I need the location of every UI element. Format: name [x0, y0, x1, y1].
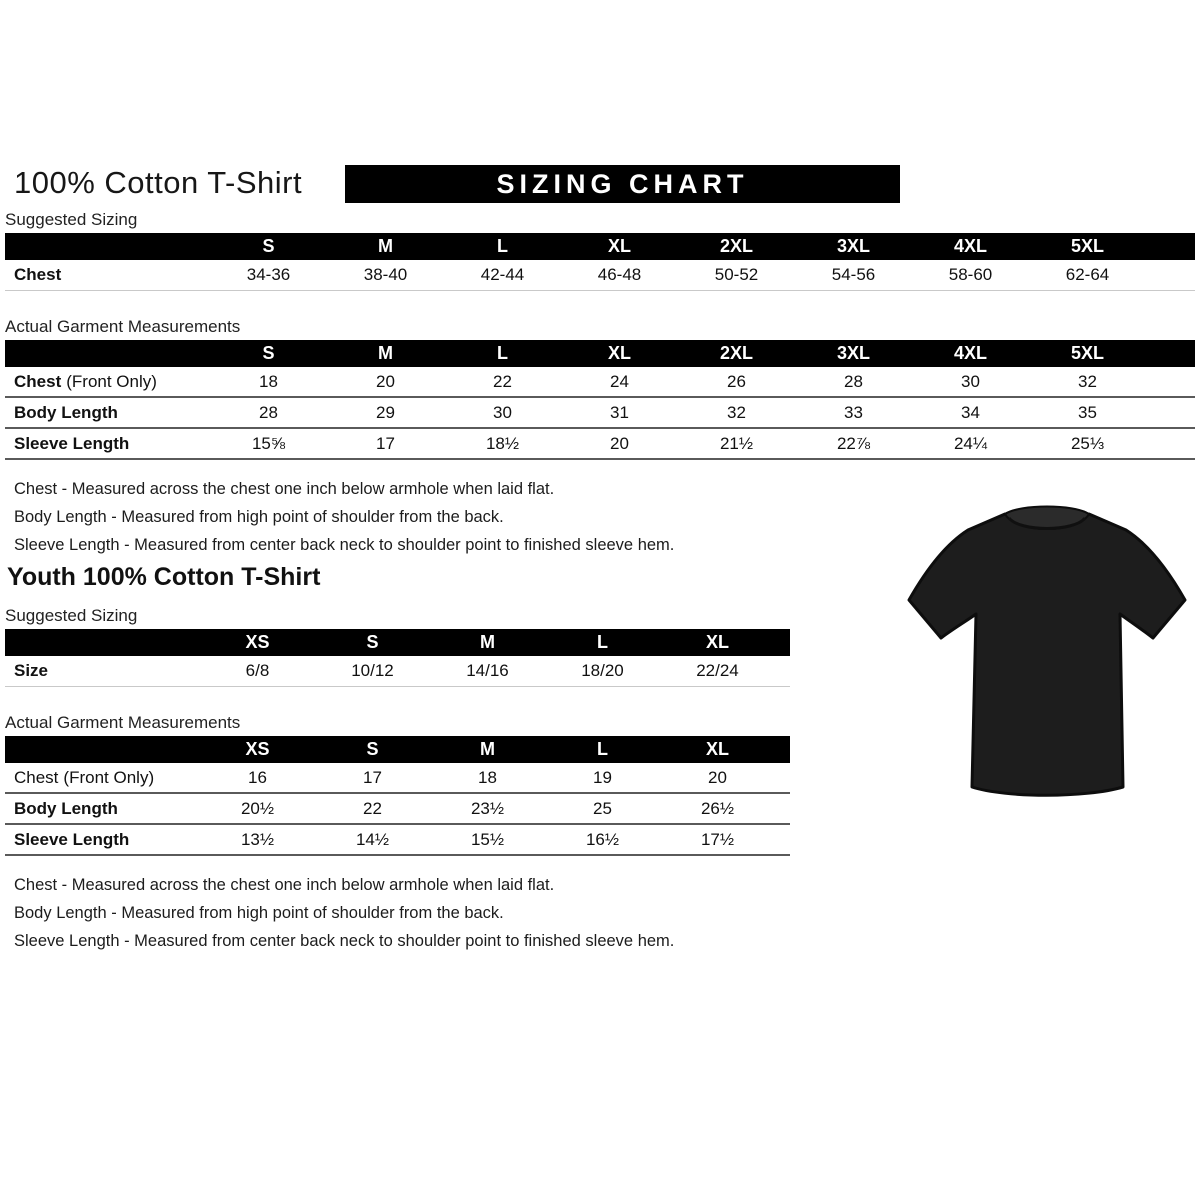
youth-suggested-sizing-label: Suggested Sizing — [5, 606, 138, 625]
row-label-main: Chest — [14, 767, 59, 787]
measure-cell: 28 — [259, 402, 278, 422]
column-header: 5XL — [1070, 343, 1104, 363]
measure-cell: 17½ — [700, 829, 735, 849]
measure-cell: 20½ — [240, 798, 275, 818]
measure-cell: 14½ — [355, 829, 390, 849]
row-label-note: (Front Only) — [63, 767, 155, 787]
note-line: Body Length - Measured from high point of shoulder from the back. — [14, 508, 504, 526]
measure-cell: 20 — [708, 767, 727, 787]
measure-cell: 31 — [610, 402, 629, 422]
column-header: L — [497, 236, 508, 256]
measure-cell: 15½ — [470, 829, 505, 849]
page-title: 100% Cotton T-Shirt — [14, 165, 303, 200]
column-header: M — [480, 739, 495, 759]
measure-cell: 18 — [478, 767, 497, 787]
column-header: 4XL — [953, 343, 987, 363]
table-row — [5, 656, 790, 687]
column-header: XS — [245, 632, 270, 652]
note-line: Chest - Measured across the chest one inch below armhole when laid flat. — [14, 876, 555, 894]
measure-cell: 25 — [593, 798, 612, 818]
column-header: L — [597, 739, 608, 759]
table-row — [5, 794, 790, 825]
column-header: 2XL — [719, 343, 753, 363]
row-label: Body Length — [14, 798, 118, 818]
measure-cell: 19 — [593, 767, 612, 787]
row-label: Sleeve Length — [14, 433, 130, 453]
column-header: XL — [705, 632, 729, 652]
column-header: XL — [607, 236, 631, 256]
measure-cell: 18 — [259, 371, 278, 391]
column-header: XL — [607, 343, 631, 363]
row-label — [5, 372, 210, 392]
size-cell: 22/24 — [696, 661, 739, 680]
measure-cell: 34 — [961, 402, 980, 422]
column-header: S — [262, 236, 275, 256]
adult-measurements-table — [5, 340, 1195, 460]
table-row — [5, 367, 1195, 398]
measure-cell: 22 — [363, 798, 382, 818]
column-header: XL — [705, 739, 729, 759]
table-header-row — [5, 233, 1195, 260]
row-label: Chest — [14, 265, 62, 284]
size-cell: 18/20 — [581, 661, 624, 680]
column-header: S — [366, 739, 379, 759]
measure-cell: 29 — [376, 402, 395, 422]
table-row — [5, 825, 790, 856]
sizing-chart-banner: SIZING CHART — [345, 165, 900, 203]
document-header — [5, 165, 1195, 203]
row-label — [5, 768, 200, 788]
row-label-note: (Front Only) — [66, 371, 157, 391]
row-label: Body Length — [14, 402, 118, 422]
measure-cell: 26 — [727, 371, 746, 391]
youth-suggested-sizing-table — [5, 629, 790, 687]
row-label-main: Chest — [14, 371, 62, 391]
column-header: S — [262, 343, 275, 363]
measure-cell: 33 — [844, 402, 863, 422]
measure-cell: 18½ — [485, 433, 520, 453]
adult-suggested-sizing-label: Suggested Sizing — [5, 210, 138, 229]
column-header: 5XL — [1070, 236, 1104, 256]
table-row — [5, 429, 1195, 460]
measure-cell: 22⅞ — [836, 433, 871, 453]
column-header: 4XL — [953, 236, 987, 256]
measure-cell: 20 — [376, 371, 395, 391]
size-cell: 50-52 — [714, 265, 759, 284]
table-header-row — [5, 629, 790, 656]
measure-cell: 17 — [363, 767, 382, 787]
size-cell: 62-64 — [1065, 265, 1110, 284]
measure-cell: 30 — [493, 402, 512, 422]
size-cell: 14/16 — [466, 661, 509, 680]
measure-cell: 16 — [248, 767, 267, 787]
adult-measurements-label: Actual Garment Measurements — [5, 317, 241, 336]
table-header-row — [5, 340, 1195, 367]
measure-cell: 24¼ — [953, 433, 988, 453]
measure-cell: 24 — [610, 371, 629, 391]
measure-cell: 26½ — [700, 798, 735, 818]
column-header: M — [378, 343, 393, 363]
size-cell: 42-44 — [480, 265, 525, 284]
measure-cell: 35 — [1078, 402, 1097, 422]
size-cell: 6/8 — [245, 661, 270, 680]
column-header: L — [597, 632, 608, 652]
measure-cell: 21½ — [719, 433, 754, 453]
row-label: Size — [14, 661, 49, 680]
column-header: M — [378, 236, 393, 256]
note-line: Chest - Measured across the chest one inch below armhole when laid flat. — [14, 480, 555, 498]
note-line: Body Length - Measured from high point of shoulder from the back. — [14, 904, 504, 922]
table-header-row — [5, 736, 790, 763]
measure-cell: 32 — [727, 402, 746, 422]
measure-cell: 17 — [376, 433, 395, 453]
black-tshirt-image — [896, 492, 1198, 808]
measure-cell: 16½ — [585, 829, 620, 849]
column-header: XS — [245, 739, 270, 759]
youth-measurement-notes — [14, 871, 1195, 955]
column-header: S — [366, 632, 379, 652]
measure-cell: 23½ — [470, 798, 505, 818]
measure-cell: 25⅓ — [1070, 433, 1105, 453]
measure-cell: 30 — [961, 371, 980, 391]
size-cell: 38-40 — [363, 265, 408, 284]
youth-measurements-label: Actual Garment Measurements — [5, 713, 241, 732]
size-cell: 10/12 — [351, 661, 394, 680]
table-row — [5, 398, 1195, 429]
table-row — [5, 763, 790, 794]
measure-cell: 13½ — [240, 829, 275, 849]
measure-cell: 22 — [493, 371, 512, 391]
note-line: Sleeve Length - Measured from center back neck to shoulder point to finished sleeve hem. — [14, 932, 675, 950]
note-line: Sleeve Length - Measured from center back neck to shoulder point to finished sleeve hem. — [14, 536, 675, 554]
youth-section-title: Youth 100% Cotton T-Shirt — [7, 563, 321, 591]
measure-cell: 28 — [844, 371, 863, 391]
size-cell: 54-56 — [831, 265, 876, 284]
table-row — [5, 260, 1195, 291]
column-header: M — [480, 632, 495, 652]
measure-cell: 20 — [610, 433, 629, 453]
size-cell: 58-60 — [948, 265, 993, 284]
adult-suggested-sizing-table — [5, 233, 1195, 291]
column-header: 3XL — [836, 236, 870, 256]
column-header: 2XL — [719, 236, 753, 256]
row-label: Sleeve Length — [14, 829, 130, 849]
column-header: L — [497, 343, 508, 363]
measure-cell: 32 — [1078, 371, 1097, 391]
column-header: 3XL — [836, 343, 870, 363]
size-cell: 34-36 — [246, 265, 291, 284]
measure-cell: 15⅝ — [251, 433, 286, 453]
size-cell: 46-48 — [597, 265, 642, 284]
youth-measurements-table — [5, 736, 790, 856]
